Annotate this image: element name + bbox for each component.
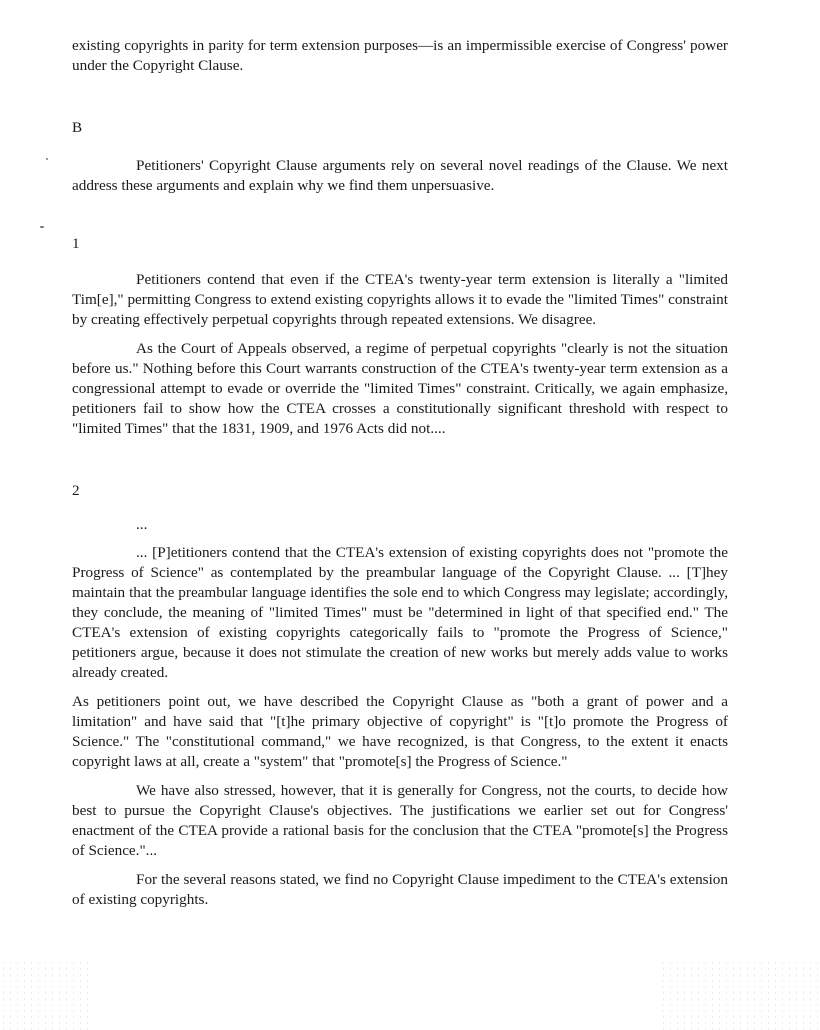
section-1-paragraph: As the Court of Appeals observed, a regime of perpetual copyrights "clearly is not the situation before us." Nothing before this Court warrants construction of the CTEA's twenty-year term extension as a congressional attempt to evade or override the "limited Times" constraint. Critically, we again emphasize, petitioners fail to show how the CTEA crosses a constitutionally significant threshold with respect to "limited Times" that the 1831, 1909, and 1976 Acts did not....: [72, 340, 728, 437]
section-1-heading: 1: [72, 235, 80, 252]
scan-noise-left: [0, 960, 90, 1030]
omission-ellipsis: ...: [136, 516, 148, 533]
section-2-paragraph: We have also stressed, however, that it is generally for Congress, not the courts, to decide how best to pursue the Copyright Clause's objectives. The justifications we earlier set out for Congress' enactment of the CTEA provide a rational basis for the conclusion that the CTEA "promote[s] the Progress of Science."...: [72, 782, 728, 859]
section-2-heading: 2: [72, 482, 80, 499]
document-page: [72, 36, 728, 910]
continuation-paragraph: existing copyrights in parity for term extension purposes—is an impermissible exercise of Congress' power under the Copyright Clause.: [72, 37, 728, 74]
scan-speck: [40, 226, 44, 228]
section-1-paragraph: Petitioners contend that even if the CTEA's twenty-year term extension is literally a "limited Tim[e]," permitting Congress to extend existing copyrights allows it to evade the "limited Times" constraint by creating effectively perpetual copyrights through repeated extensions. We disagree.: [72, 271, 728, 328]
section-2-paragraph: ... [P]etitioners contend that the CTEA's extension of existing copyrights does not "promote the Progress of Science" as contemplated by the preambular language of the Copyright Clause. ... [T]hey maintain that the preambular language identifies the sole end to which Congress may legislate; accordingly, they conclude, the meaning of "limited Times" must be "determined in light of that specified end." The CTEA's extension of existing copyrights categorically fails to "promote the Progress of Science," petitioners argue, because it does not stimulate the creation of new works but merely adds value to works already created.: [72, 544, 728, 681]
section-2-conclusion-paragraph: For the several reasons stated, we find no Copyright Clause impediment to the CTEA's extension of existing copyrights.: [72, 871, 728, 908]
section-b-heading: B: [72, 119, 83, 136]
scan-noise-right: [660, 960, 820, 1030]
section-2-paragraph: As petitioners point out, we have described the Copyright Clause as "both a grant of power and a limitation" and have said that "[t]he primary objective of copyright" is "[t]o promote the Progress of Science." The "constitutional command," we have recognized, is that Congress, to the extent it enacts copyright laws at all, create a "system" that "promote[s] the Progress of Science.": [72, 693, 728, 770]
scan-speck: [46, 158, 48, 160]
section-b-intro-paragraph: Petitioners' Copyright Clause arguments rely on several novel readings of the Clause. We next address these arguments and explain why we find them unpersuasive.: [72, 157, 728, 194]
